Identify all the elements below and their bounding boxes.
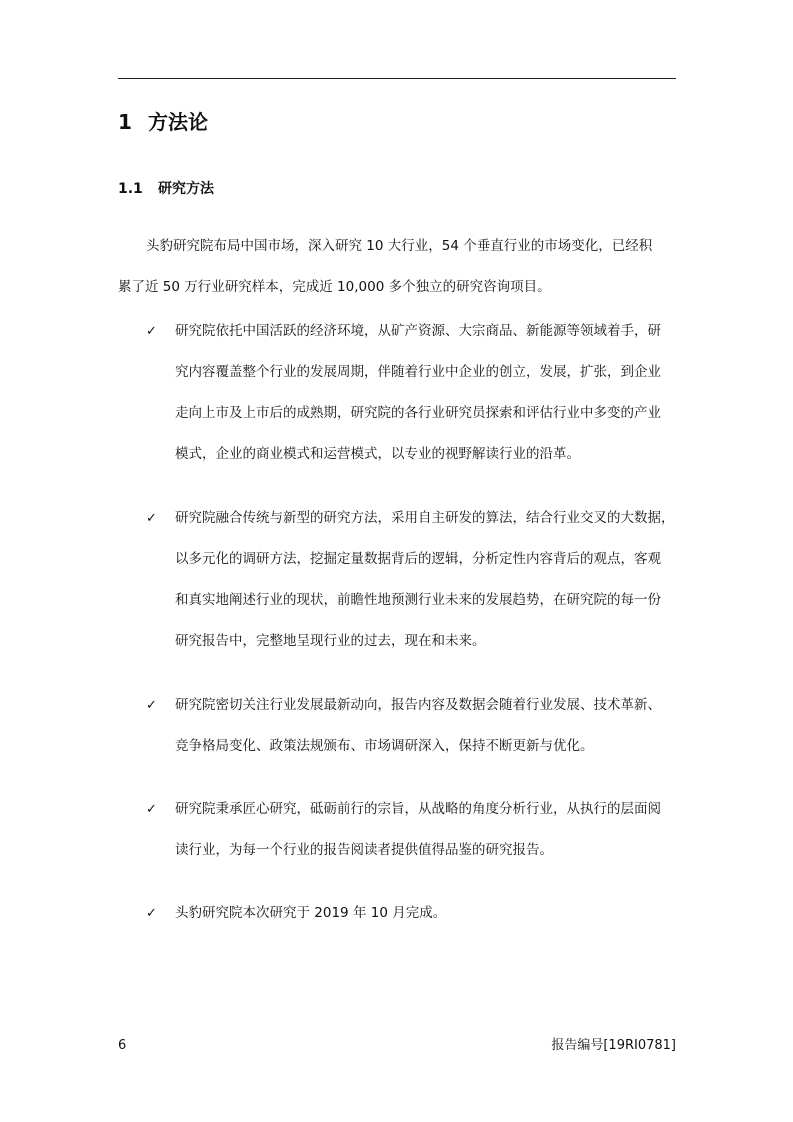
subsection-number: 1.1 — [118, 181, 143, 197]
bullet-line: 研究院密切关注行业发展最新动向，报告内容及数据会随着行业发展、技术革新、 — [175, 697, 661, 713]
checkmark-icon: ✓ — [146, 802, 157, 817]
section-number: 1 — [118, 110, 132, 134]
report-code: 报告编号[19RI0781] — [551, 1038, 676, 1053]
checkmark-icon: ✓ — [146, 698, 157, 713]
checkmark-icon: ✓ — [146, 511, 157, 526]
bullet-line: 究内容覆盖整个行业的发展周期，伴随着行业中企业的创立，发展，扩张，到企业 — [175, 364, 661, 380]
intro-line: 头豹研究院布局中国市场，深入研究 10 大行业，54 个垂直行业的市场变化，已经积 — [146, 238, 653, 254]
bullet-line: 头豹研究院本次研究于 2019 年 10 月完成。 — [175, 905, 447, 921]
bullet-line: 竞争格局变化、政策法规颁布、市场调研深入，保持不断更新与优化。 — [175, 738, 594, 754]
bullet-line: 和真实地阐述行业的现状，前瞻性地预测行业未来的发展趋势，在研究院的每一份 — [175, 592, 661, 608]
intro-paragraph — [118, 226, 676, 308]
section-heading — [118, 108, 208, 136]
page-number: 6 — [118, 1038, 127, 1053]
bullet-line: 走向上市及上市后的成熟期，研究院的各行业研究员探索和评估行业中多变的产业 — [175, 405, 661, 421]
section-title: 方法论 — [148, 110, 208, 134]
bullet-line: 研究院依托中国活跃的经济环境，从矿产资源、大宗商品、新能源等领域着手，研 — [175, 323, 661, 339]
bullet-line: 研究院融合传统与新型的研究方法，采用自主研发的算法，结合行业交叉的大数据， — [175, 510, 675, 526]
bullet-line: 以多元化的调研方法，挖掘定量数据背后的逻辑，分析定性内容背后的观点，客观 — [175, 551, 661, 567]
intro-line: 累了近 50 万行业研究样本，完成近 10,000 多个独立的研究咨询项目。 — [118, 279, 551, 295]
bullet-line: 研究院秉承匠心研究，砥砺前行的宗旨，从战略的角度分析行业，从执行的层面阅 — [175, 801, 661, 817]
subsection-title: 研究方法 — [158, 181, 214, 197]
subsection-heading — [118, 178, 214, 200]
checkmark-icon: ✓ — [146, 324, 157, 339]
bullet-line: 研究报告中，完整地呈现行业的过去，现在和未来。 — [175, 633, 486, 649]
checkmark-icon: ✓ — [146, 906, 157, 921]
bullet-line: 模式，企业的商业模式和运营模式，以专业的视野解读行业的沿革。 — [175, 446, 580, 462]
header-rule — [118, 78, 676, 79]
bullet-line: 读行业，为每一个行业的报告阅读者提供值得品鉴的研究报告。 — [175, 842, 553, 858]
